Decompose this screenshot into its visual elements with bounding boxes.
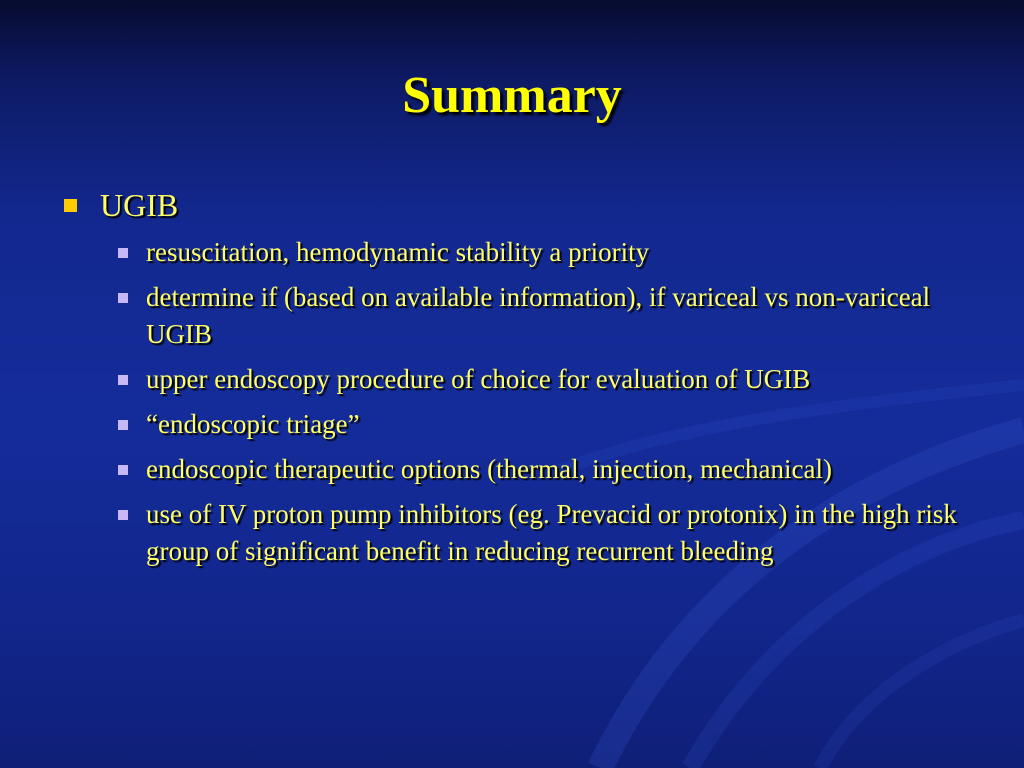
sub-bullet-resuscitation (112, 234, 958, 271)
sub-bullet-text: “endoscopic triage” (146, 409, 360, 439)
sub-bullet-text: resuscitation, hemodynamic stability a priority (146, 237, 650, 267)
sub-bullet-text: determine if (based on available information), if variceal vs non-variceal UGIB (146, 282, 931, 349)
square-bullet-icon (118, 420, 128, 430)
sub-bullet-text: use of IV proton pump inhibitors (eg. Prevacid or protonix) in the high risk group of significant benefit in reducing recurrent bleeding (146, 499, 957, 566)
slide-content (60, 184, 960, 578)
square-bullet-icon (118, 465, 128, 475)
sub-bullet-determine-variceal (112, 279, 958, 353)
bullet-ugib (60, 184, 960, 226)
sub-bullet-list (112, 234, 960, 570)
sub-bullet-text: upper endoscopy procedure of choice for evaluation of UGIB (146, 364, 811, 394)
square-bullet-icon (118, 293, 128, 303)
sub-bullet-text: endoscopic therapeutic options (thermal, injection, mechanical) (146, 454, 832, 484)
square-bullet-icon (64, 199, 77, 212)
slide-title: Summary (402, 67, 622, 124)
square-bullet-icon (118, 510, 128, 520)
square-bullet-icon (118, 248, 128, 258)
square-bullet-icon (118, 375, 128, 385)
bullet-text: UGIB (100, 187, 179, 223)
sub-bullet-endoscopic-triage (112, 406, 958, 443)
sub-bullet-therapeutic-options (112, 451, 958, 488)
sub-bullet-upper-endoscopy (112, 361, 958, 398)
sub-bullet-iv-ppi (112, 496, 958, 570)
